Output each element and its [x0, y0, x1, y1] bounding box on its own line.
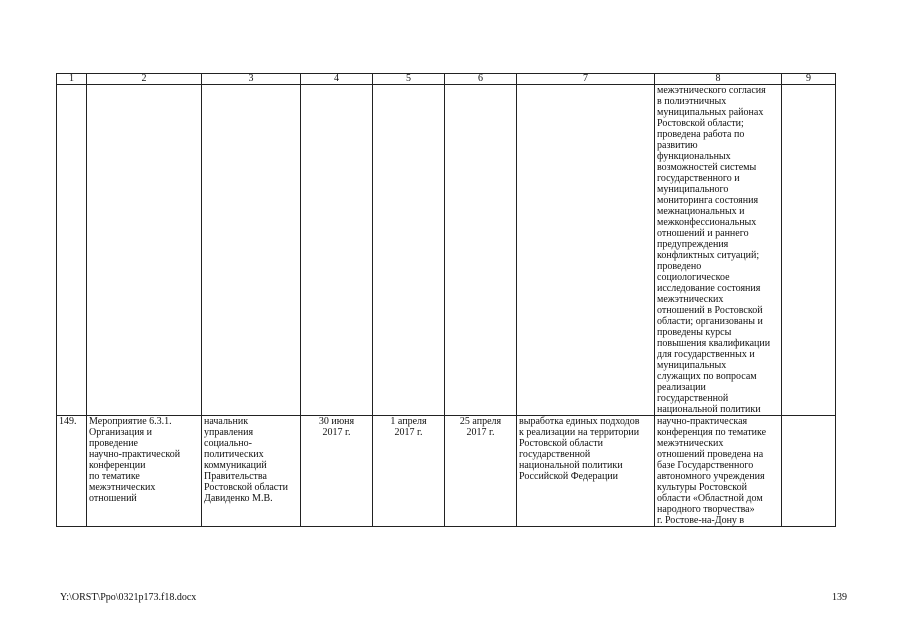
table-row-continuation	[57, 85, 836, 416]
header-col-5: 5	[373, 74, 445, 85]
cell-empty	[782, 85, 836, 416]
actual-start-date: 1 апреля 2017 г.	[373, 416, 445, 527]
header-row	[57, 74, 836, 85]
planned-date: 30 июня 2017 г.	[301, 416, 373, 527]
actual-end-date: 25 апреля 2017 г.	[445, 416, 517, 527]
report-table	[56, 73, 836, 527]
actual-result: научно-практическая конференция по тематике межэтнических отношений проведена на базе Государственного автономного учреждения культуры Ростовской области «Областной дом народного творчества» г. Ростове-на-Дону в	[655, 416, 782, 527]
expected-result: выработка единых подходов к реализации на территории Ростовской области государственной национальной политики Российской Федерации	[517, 416, 655, 527]
header-col-3: 3	[202, 74, 301, 85]
responsible-executor: начальник управления социально- политических коммуникаций Правительства Ростовской области Давиденко М.В.	[202, 416, 301, 527]
header-col-1: 1	[57, 74, 87, 85]
cell-empty	[87, 85, 202, 416]
cell-empty	[373, 85, 445, 416]
page-number: 139	[832, 592, 847, 603]
row-number: 149.	[57, 416, 87, 527]
header-col-2: 2	[87, 74, 202, 85]
footer-file-path: Y:\ORST\Ppo\0321p173.f18.docx	[60, 592, 197, 603]
cell-empty	[202, 85, 301, 416]
continuation-actual-result: межэтнического согласия в полиэтничных муниципальных районах Ростовской области; проведена работа по развитию функциональных возможностей системы государственного и муниципального мониторинга состояния межнациональных и межконфессиональных отношений и раннего предупреждения конфликтных ситуаций; проведено социологическое исследование состояния межэтнических отношений в Ростовской области; организованы и проведены курсы повышения квалификации для государственных и муниципальных служащих по вопросам реализации государственной национальной политики	[655, 85, 782, 416]
table-row-149	[57, 416, 836, 527]
header-col-6: 6	[445, 74, 517, 85]
header-col-9: 9	[782, 74, 836, 85]
header-col-4: 4	[301, 74, 373, 85]
cell-empty	[57, 85, 87, 416]
cell-empty	[445, 85, 517, 416]
event-description: Мероприятие 6.3.1. Организация и проведение научно-практической конференции по тематике межэтнических отношений	[87, 416, 202, 527]
cell-empty	[517, 85, 655, 416]
notes-cell	[782, 416, 836, 527]
header-col-7: 7	[517, 74, 655, 85]
cell-empty	[301, 85, 373, 416]
header-col-8: 8	[655, 74, 782, 85]
